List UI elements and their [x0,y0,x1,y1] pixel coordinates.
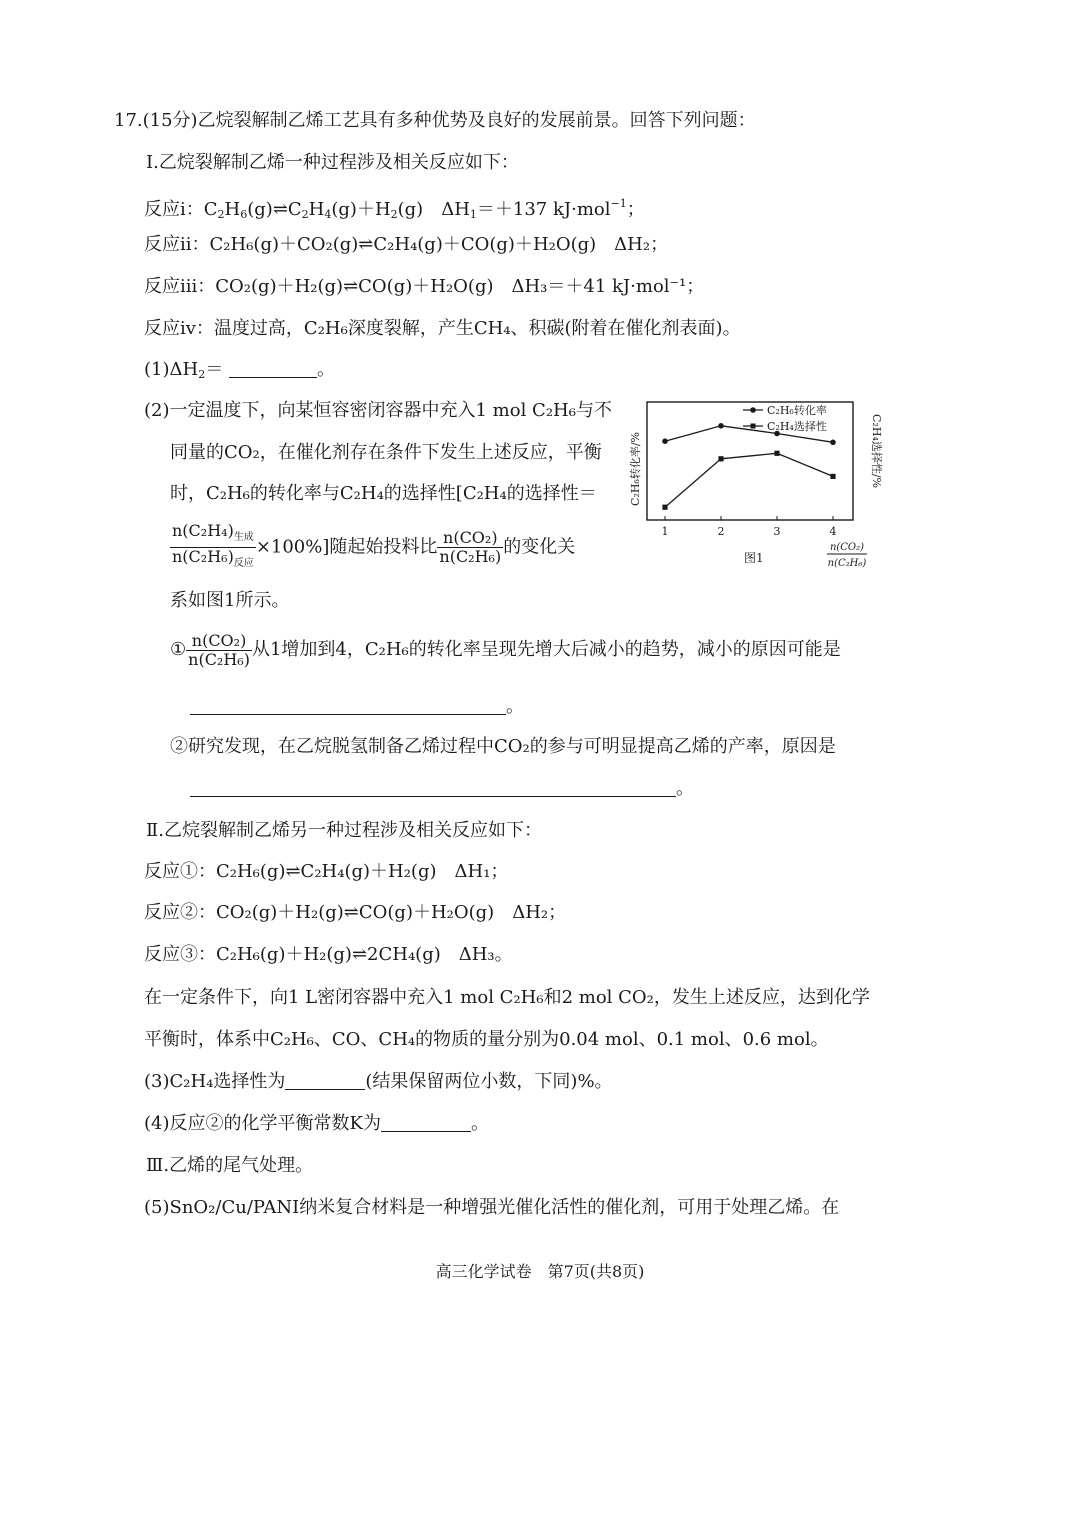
y-axis-label-right: C₂H₄选择性/% [870,414,883,488]
reaction-iv: 反应ⅳ：温度过高，C₂H₆深度裂解，产生CH₄、积碳(附着在催化剂表面)。 [144,318,741,339]
part-4: (4)反应②的化学平衡常数K为 。 [144,1113,489,1134]
reaction-3: 反应③：C₂H₆(g)＋H₂(g)⇌2CH₄(g) ΔH₃。 [144,944,513,965]
y-axis-label-left: C₂H₆转化率/% [629,432,642,506]
answer-blank-2-1[interactable] [190,696,506,715]
reaction-1: 反应①：C₂H₆(g)⇌C₂H₄(g)＋H₂(g) ΔH₁； [144,861,509,882]
answer-blank-1[interactable] [229,359,317,378]
figure-caption: 图1 [744,551,764,565]
series-line-1 [665,453,833,507]
part-2-line-5: 系如图1所示。 [170,590,290,611]
legend-label-selectivity: C₂H₄选择性 [767,420,827,433]
series-1-point-1 [662,505,667,510]
series-1-point-2 [718,456,723,461]
part-3: (3)C₂H₄选择性为 (结果保留两位小数，下同)%。 [144,1071,613,1092]
reaction-ii: 反应ⅱ：C₂H₆(g)＋CO₂(g)⇌C₂H₄(g)＋CO(g)＋H₂O(g) ΔH₂； [144,234,669,255]
part-2-sub-1-answer: 。 [190,694,524,720]
selectivity-fraction: $\frac{n(C_2H_4)_{生成}}{n(C_2H_6)_{反应}}$ [172,521,254,569]
reaction-i: 反应ⅰ：$C_2H_6(g)\rightleftharpoons C_2H_4(g)+H_2(g)$ $\Delta H_1=+137$ kJ·mol$^{-1}$； [144,197,645,221]
part-2-sub-2: ②研究发现，在乙烷脱氢制备乙烯过程中CO₂的参与可明显提高乙烯的产率，原因是 [170,736,836,757]
x-tick-label-3: 3 [773,525,781,538]
series-0-point-2 [718,423,724,429]
part-2-line-1: (2)一定温度下，向某恒容密闭容器中充入1 mol C₂H₆与不 [144,400,612,421]
feed-ratio-fraction: $\frac{\text{n(CO₂)}}{\text{n(C₂H₆)}}$ [439,528,502,566]
x-tick-label-1: 1 [661,525,669,538]
section-3-title: Ⅲ.乙烯的尾气处理。 [146,1155,314,1176]
section-1-title: Ⅰ.乙烷裂解制乙烯一种过程涉及相关反应如下： [146,152,519,173]
part-1: $(1)\Delta H_2=$ 。 [144,359,335,381]
condition-line-2: 平衡时，体系中C₂H₆、CO、CH₄的物质的量分别为0.04 mol、0.1 mol、0.6 mol。 [144,1029,829,1050]
x-tick-label-2: 2 [717,525,725,538]
condition-line-1: 在一定条件下，向1 L密闭容器中充入1 mol C₂H₆和2 mol CO₂，发生上述反应，达到化学 [144,987,870,1008]
x-tick-label-4: 4 [829,525,837,538]
answer-blank-4[interactable] [381,1113,471,1132]
part-5: (5)SnO₂/Cu/PANI纳米复合材料是一种增强光催化活性的催化剂，可用于处理乙烯。在 [144,1197,840,1218]
x-axis-label-num: n(CO₂) [829,542,865,553]
figure-1-chart [625,394,885,579]
part-2-line-2: 同量的CO₂，在催化剂存在条件下发生上述反应，平衡 [170,442,602,463]
reaction-2: 反应②：CO₂(g)＋H₂(g)⇌CO(g)＋H₂O(g) ΔH₂； [144,902,567,923]
answer-blank-3[interactable] [285,1071,365,1090]
part-2-sub-2-answer: 。 [190,776,694,802]
part-2-sub-1: ① $\frac{\text{n(CO₂)}}{\text{n(C₂H₆)}}$ 从1增加到4，C₂H₆的转化率呈现先增大后减小的趋势，减小的原因可能是 [170,630,841,669]
series-1-point-3 [774,451,779,456]
legend-label-conversion: C₂H₆转化率 [767,404,827,417]
part-2-line-4: $\frac{n(C_2H_4)_{生成}}{n(C_2H_6)_{反应}}$ ×100%]随起始投料比 $\frac{\text{n(CO₂)}}{\text{n(C₂H₆)}}$ 的变化关 [170,522,575,573]
page-footer: 高三化学试卷 第7页(共8页) [435,1262,645,1281]
part-2-line-3: 时，C₂H₆的转化率与C₂H₄的选择性[C₂H₄的选择性＝ [170,483,597,504]
series-0-point-1 [662,438,668,444]
section-2-title: Ⅱ.乙烷裂解制乙烯另一种过程涉及相关反应如下： [146,820,542,841]
series-1-point-4 [830,474,835,479]
ratio-fraction: $\frac{\text{n(CO₂)}}{\text{n(C₂H₆)}}$ [188,630,250,669]
question-header: 17.(15分)乙烷裂解制乙烯工艺具有多种优势及良好的发展前景。回答下列问题： [114,110,756,131]
reaction-iii: 反应ⅲ：CO₂(g)＋H₂(g)⇌CO(g)＋H₂O(g) ΔH₃＝＋41 kJ·mol⁻¹； [144,276,705,297]
series-0-point-4 [830,440,836,446]
x-axis-label-den: n(C₂H₆) [827,558,867,569]
answer-blank-2-2[interactable] [190,778,676,797]
